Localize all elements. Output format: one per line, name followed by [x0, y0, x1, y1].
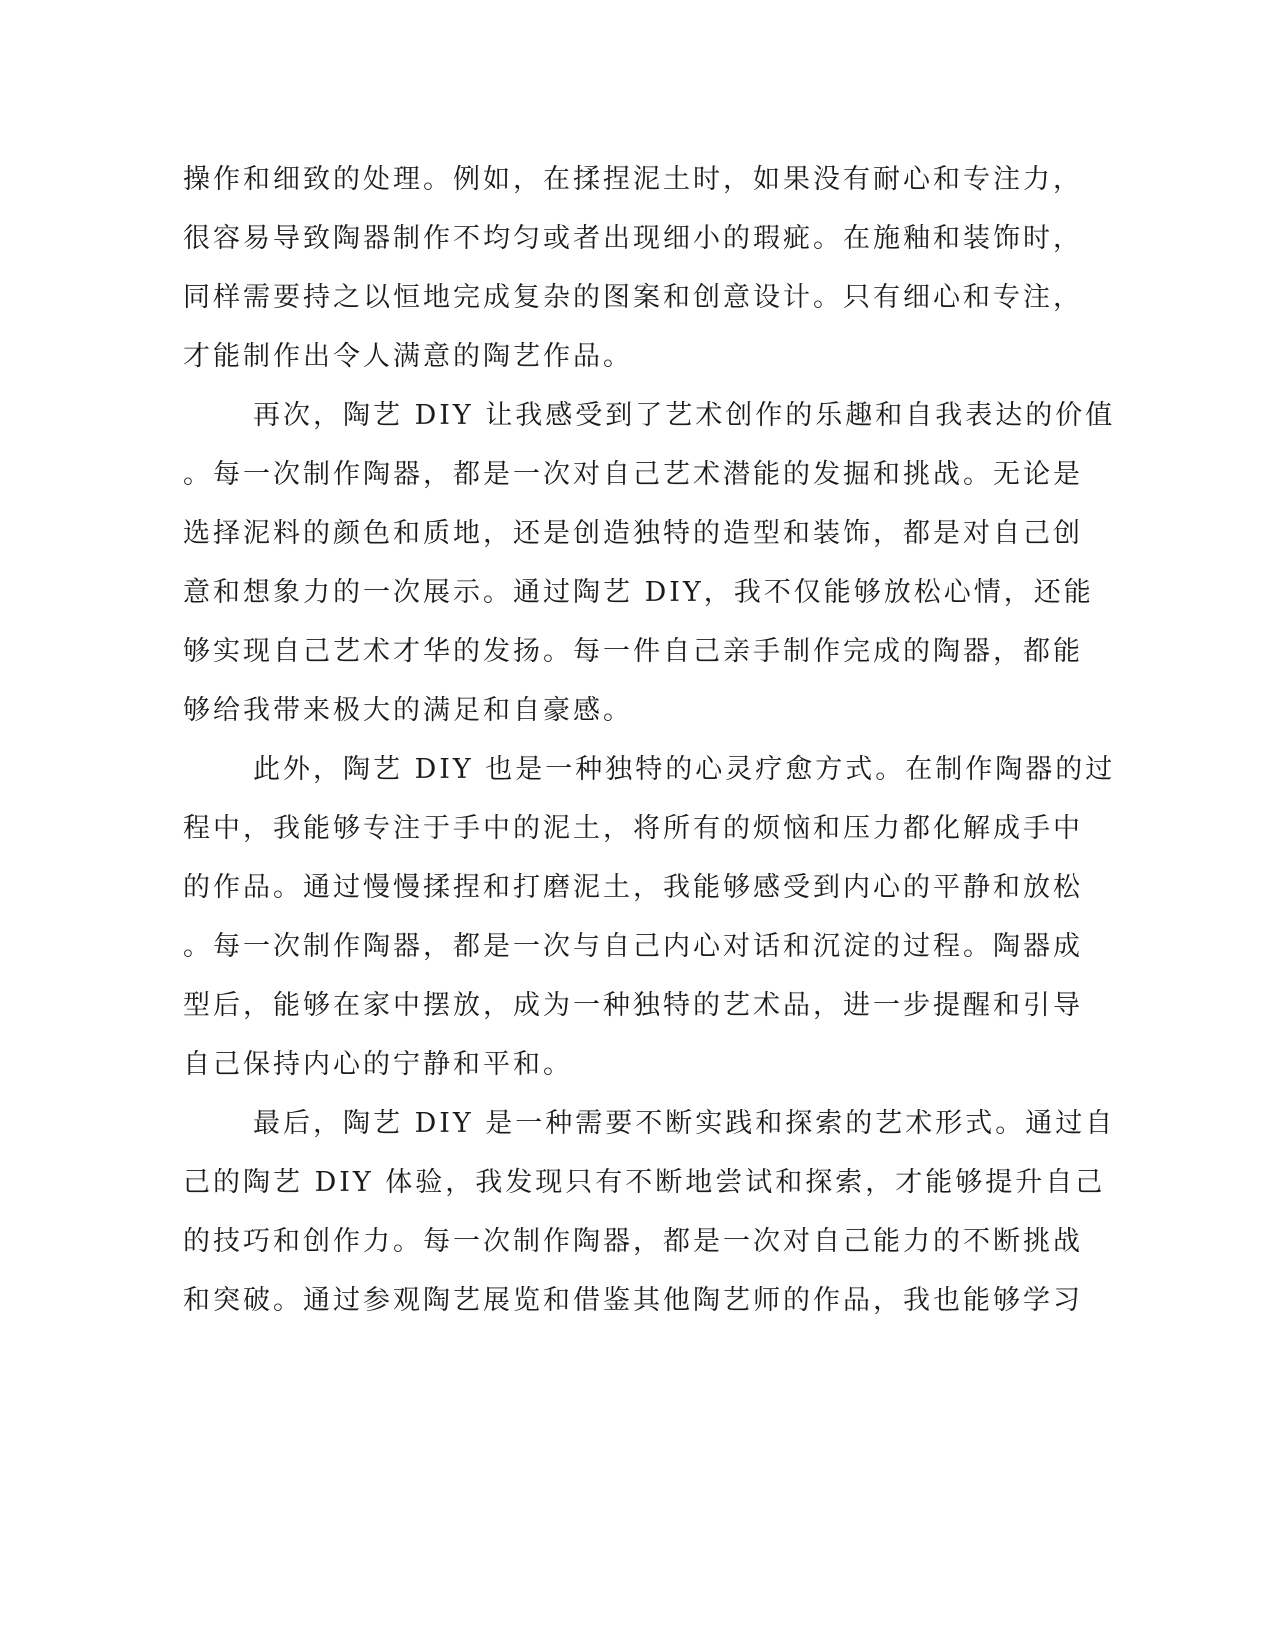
text-line: 选择泥料的颜色和质地，还是创造独特的造型和装饰，都是对自己创 [183, 518, 1083, 549]
text-line: 和突破。通过参观陶艺展览和借鉴其他陶艺师的作品，我也能够学习 [183, 1285, 1083, 1316]
paragraph-first-line: 再次，陶艺 DIY 让我感受到了艺术创作的乐趣和自我表达的价值 [253, 400, 1116, 431]
text-line: 意和想象力的一次展示。通过陶艺 DIY，我不仅能够放松心情，还能 [183, 577, 1094, 608]
text-line: 型后，能够在家中摆放，成为一种独特的艺术品，进一步提醒和引导 [183, 990, 1083, 1021]
text-line: 才能制作出令人满意的陶艺作品。 [183, 341, 633, 372]
text-line: 己的陶艺 DIY 体验，我发现只有不断地尝试和探索，才能够提升自己 [183, 1167, 1106, 1198]
text-line: 的技巧和创作力。每一次制作陶器，都是一次对自己能力的不断挑战 [183, 1226, 1083, 1257]
text-line: 。每一次制作陶器，都是一次与自己内心对话和沉淀的过程。陶器成 [183, 931, 1083, 962]
text-line: 。每一次制作陶器，都是一次对自己艺术潜能的发掘和挑战。无论是 [183, 459, 1083, 490]
paragraph-first-line: 最后，陶艺 DIY 是一种需要不断实践和探索的艺术形式。通过自 [253, 1108, 1116, 1139]
text-line: 自己保持内心的宁静和平和。 [183, 1049, 573, 1080]
text-line: 够给我带来极大的满足和自豪感。 [183, 695, 633, 726]
text-line: 操作和细致的处理。例如，在揉捏泥土时，如果没有耐心和专注力， [183, 164, 1083, 195]
paragraph-first-line: 此外，陶艺 DIY 也是一种独特的心灵疗愈方式。在制作陶器的过 [253, 754, 1116, 785]
text-line: 很容易导致陶器制作不均匀或者出现细小的瑕疵。在施釉和装饰时， [183, 223, 1083, 254]
text-line: 的作品。通过慢慢揉捏和打磨泥土，我能够感受到内心的平静和放松 [183, 872, 1083, 903]
text-line: 同样需要持之以恒地完成复杂的图案和创意设计。只有细心和专注， [183, 282, 1083, 313]
text-line: 程中，我能够专注于手中的泥土，将所有的烦恼和压力都化解成手中 [183, 813, 1083, 844]
text-line: 够实现自己艺术才华的发扬。每一件自己亲手制作完成的陶器，都能 [183, 636, 1083, 667]
